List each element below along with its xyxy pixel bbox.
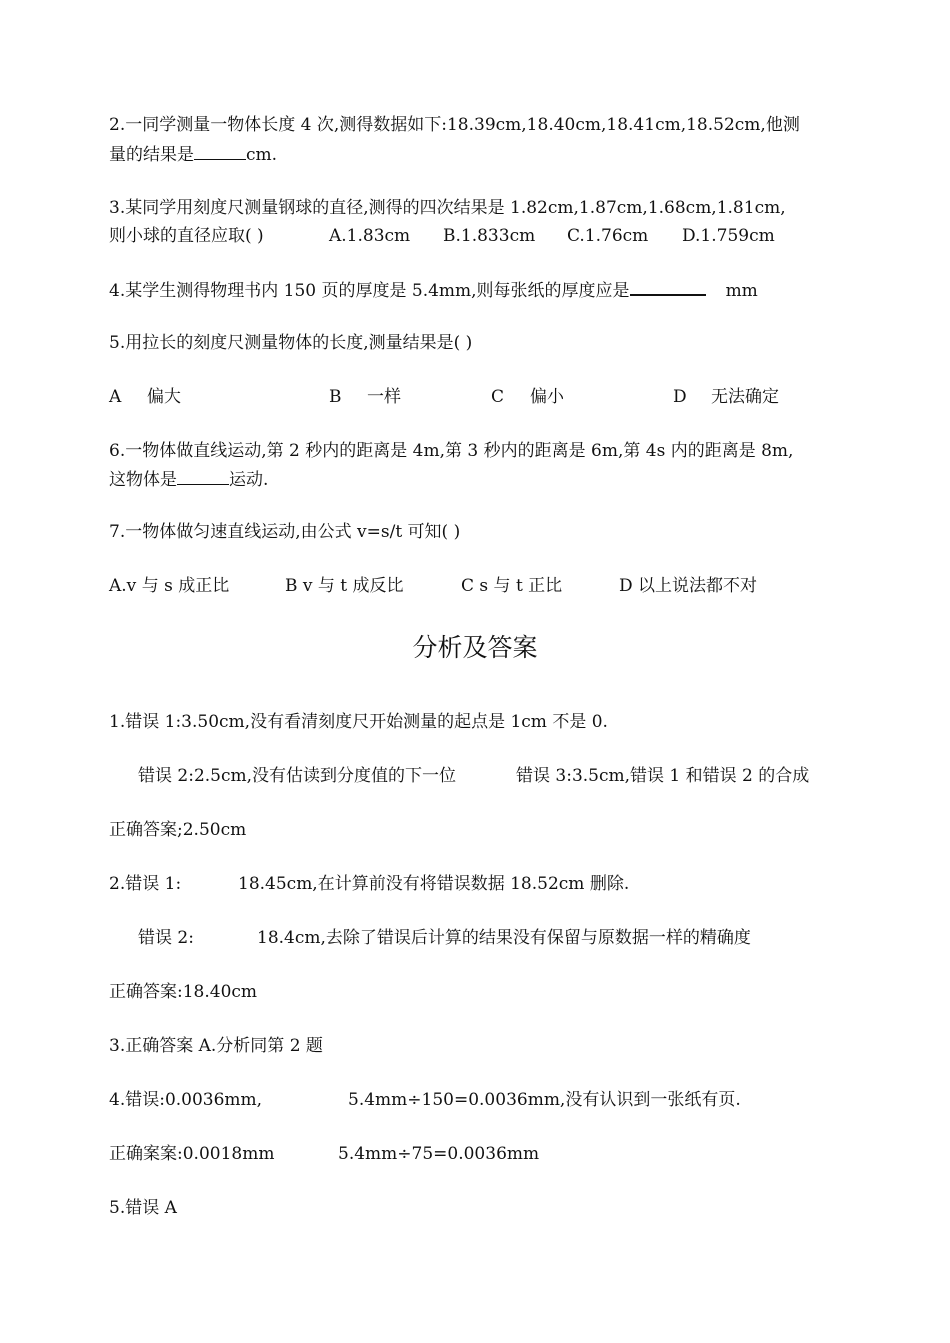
question-3-option-c: C.1.76cm — [567, 226, 649, 246]
analysis-2-line-1-label: 2.错误 1: — [109, 874, 182, 894]
analysis-4-line-2-text: 5.4mm÷75=0.0036mm — [338, 1144, 540, 1164]
analysis-4-line-2-label: 正确案案:0.0018mm — [109, 1144, 275, 1164]
section-title: 分析及答案 — [412, 633, 538, 662]
question-4-text: 4.某学生测得物理书内 150 页的厚度是 5.4mm,则每张纸的厚度应是 — [109, 281, 630, 301]
question-5-option-d: 无法确定 — [711, 387, 779, 407]
question-7-option-a: A.v 与 s 成正比 — [109, 576, 230, 596]
analysis-2-line-3: 正确答案:18.40cm — [109, 982, 258, 1002]
question-4-line — [109, 278, 758, 303]
question-2-line-2 — [109, 143, 277, 167]
analysis-4-line-1-text: 5.4mm÷150=0.0036mm,没有认识到一张纸有页. — [348, 1090, 741, 1110]
question-7-option-b: B v 与 t 成反比 — [285, 576, 404, 596]
question-2-text: 量的结果是 — [109, 145, 194, 165]
question-6-suffix: 运动. — [229, 470, 269, 490]
question-3-line-1: 3.某同学用刻度尺测量钢球的直径,测得的四次结果是 1.82cm,1.87cm,1.68cm,1.81cm, — [109, 198, 786, 218]
analysis-1-line-3: 正确答案;2.50cm — [109, 820, 247, 840]
answer-blank — [177, 468, 229, 485]
question-2-line-1: 2.一同学测量一物体长度 4 次,测得数据如下:18.39cm,18.40cm,18.41cm,18.52cm,他测 — [109, 115, 800, 135]
question-6-line-1: 6.一物体做直线运动,第 2 秒内的距离是 4m,第 3 秒内的距离是 6m,第 4s 内的距离是 8m, — [109, 441, 794, 461]
question-3-line-2: 则小球的直径应取( ) — [109, 226, 264, 246]
question-3-option-b: B.1.833cm — [443, 226, 536, 246]
question-5-option-d-letter: D — [673, 387, 687, 407]
question-7-option-c: C s 与 t 正比 — [461, 576, 563, 596]
question-5-option-b: 一样 — [367, 387, 401, 407]
question-5-option-b-letter: B — [329, 387, 342, 407]
question-4-unit: mm — [725, 281, 758, 301]
analysis-2-line-1-text: 18.45cm,在计算前没有将错误数据 18.52cm 删除. — [238, 874, 630, 894]
question-3-option-d: D.1.759cm — [682, 226, 775, 246]
analysis-3-line-1: 3.正确答案 A.分析同第 2 题 — [109, 1036, 323, 1056]
question-7-line-1: 7.一物体做匀速直线运动,由公式 v=s/t 可知( ) — [109, 522, 461, 542]
analysis-5-line-1: 5.错误 A — [109, 1198, 177, 1218]
question-5-option-a-letter: A — [109, 387, 122, 407]
analysis-1-line-2b: 错误 3:3.5cm,错误 1 和错误 2 的合成 — [516, 766, 810, 786]
analysis-1-line-2: 错误 2:2.5cm,没有估读到分度值的下一位 — [138, 766, 457, 786]
analysis-2-line-2-label: 错误 2: — [138, 928, 194, 948]
question-5-line-1: 5.用拉长的刻度尺测量物体的长度,测量结果是( ) — [109, 333, 473, 353]
analysis-4-line-1-label: 4.错误:0.0036mm, — [109, 1090, 263, 1110]
analysis-2-line-2-text: 18.4cm,去除了错误后计算的结果没有保留与原数据一样的精确度 — [257, 928, 751, 948]
question-6-text: 这物体是 — [109, 470, 177, 490]
answer-blank — [194, 143, 246, 160]
question-6-line-2 — [109, 468, 268, 492]
answer-blank — [630, 278, 706, 296]
analysis-1-line-1: 1.错误 1:3.50cm,没有看清刻度尺开始测量的起点是 1cm 不是 0. — [109, 712, 608, 732]
question-2-unit: cm. — [246, 145, 278, 165]
question-5-option-c: 偏小 — [530, 387, 564, 407]
question-7-option-d: D 以上说法都不对 — [619, 576, 758, 596]
question-3-option-a: A.1.83cm — [329, 226, 411, 246]
question-5-option-a: 偏大 — [147, 387, 181, 407]
question-5-option-c-letter: C — [491, 387, 505, 407]
